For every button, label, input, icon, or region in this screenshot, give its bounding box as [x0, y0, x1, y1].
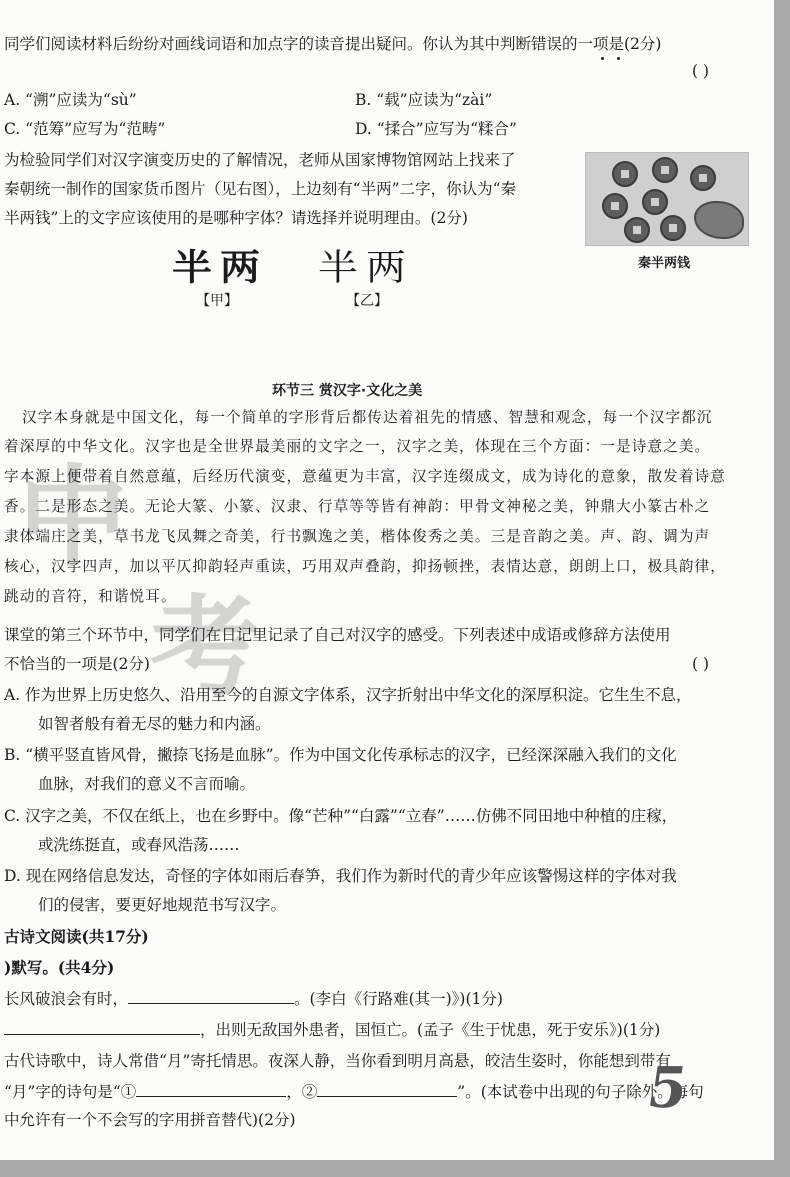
option-a-line-1: A. 作为世界上历史悠久、沿用至今的自源文字体系，汉字折射出中华文化的深厚积淀。它生生不息，	[4, 686, 692, 704]
option-c-line-1: C. 汉字之美，不仅在纸上，也在乡野中。像“芒种”“白露”“立春”……仿佛不同田地中种植的庄稼，	[4, 807, 678, 825]
recite-4-mid: ，②	[286, 1083, 318, 1101]
poetry-heading: 古诗文阅读(共17分)	[4, 927, 149, 946]
watermark-char-1: 中	[18, 454, 128, 582]
option-d-line-2: 们的侵害，要更好地规范书写汉字。	[38, 896, 287, 914]
option-a: A. “溯”应读为“sù”	[4, 91, 137, 109]
option-a-line-2: 如智者般有着无尽的魅力和内涵。	[38, 715, 271, 733]
option-b-line-2: 血脉，对我们的意义不言而喻。	[38, 775, 256, 793]
option-b-line-1: B. “横平竖直皆风骨，撇捺飞扬是血脉”。作为中国文化传承标志的汉字，已经深深融入我们的文化	[4, 746, 677, 764]
answer-paren: ( )	[692, 62, 710, 80]
passage-line-6: 核心，汉字四声，加以平仄抑韵轻声重读，巧用双声叠韵，抑扬顿挫，表情达意，朗朗上口，极具韵律，	[4, 558, 726, 575]
seal-script-b: 半两	[318, 246, 414, 289]
recite-1-post: 。(李白《行路难(其一)》)(1分)	[294, 990, 503, 1008]
watermark-char-2: 考	[150, 584, 260, 712]
label-b: 【乙】	[346, 293, 388, 309]
page-number: 5	[643, 1055, 692, 1121]
section-title: 环节三 赏汉字·文化之美	[272, 383, 423, 399]
coin-question-line-1: 为检验同学们对汉字演变历史的了解情况，老师从国家博物馆网站上找来了	[4, 151, 516, 169]
label-a: 【甲】	[196, 293, 238, 309]
question-stem: 同学们阅读材料后纷纷对画线词语和加点字的读音提出疑问。你认为其中判断错误的一项是(2分)	[4, 35, 662, 53]
seal-script-a: 半两	[172, 246, 268, 289]
passage-line-7: 跳动的音符，和谐悦耳。	[4, 588, 177, 605]
coin-photo	[585, 152, 749, 246]
recite-line-4	[4, 1081, 704, 1103]
answer-blank-3[interactable]	[136, 1082, 286, 1097]
page-shadow-right	[774, 0, 790, 1177]
option-b: B. “载”应读为“zài”	[355, 91, 493, 109]
coin-question-line-3: 半两钱”上的文字应该使用的是哪种字体？请选择并说明理由。(2分)	[4, 209, 468, 227]
recite-line-1	[4, 988, 503, 1010]
recite-line-5: 中允许有一个不会写的字用拼音替代)(2分)	[4, 1111, 296, 1129]
recite-1-pre: 长风破浪会有时，	[4, 990, 129, 1008]
recite-2-post: ，出则无敌国外患者，国恒亡。(孟子《生于忧患，死于安乐》)(1分)	[200, 1021, 661, 1039]
coin-question-line-2: 秦朝统一制作的国家货币图片（见右图），上边刻有“半两”二字，你认为“秦	[4, 180, 517, 198]
option-d: D. “揉合”应写为“糅合”	[355, 120, 517, 138]
emphasis-dot	[601, 57, 604, 60]
passage-line-4: 香。二是形态之美。无论大篆、小篆、汉隶、行草等等皆有神韵：甲骨文神秘之美，钟鼎大小篆古朴之	[4, 498, 711, 515]
poetry-subheading: )默写。(共4分)	[4, 958, 115, 977]
recite-4-post: ”。(本试卷中出现的句子除外。每句	[457, 1083, 704, 1101]
option-c-line-2: 或洗练挺直，或春风浩荡……	[38, 836, 240, 854]
answer-blank-1[interactable]	[128, 989, 294, 1004]
answer-blank-4[interactable]	[317, 1082, 457, 1097]
coin-caption: 秦半两钱	[638, 256, 691, 271]
option-d-line-1: D. 现在网络信息发达，奇怪的字体如雨后春笋，我们作为新时代的青少年应该警惕这样的字体对我	[4, 867, 677, 885]
recite-line-3: 古代诗歌中，诗人常借“月”寄托情思。夜深人静，当你看到明月高悬，皎洁生姿时，你能想到带有	[4, 1052, 671, 1070]
recite-line-2	[4, 1019, 660, 1041]
option-c: C. “范筹”应写为“范畴”	[4, 120, 166, 138]
recite-4-pre: “月”字的诗句是“①	[4, 1083, 137, 1101]
passage-line-3: 字本源上便带着自然意蕴，后经历代演变，意蕴更为丰富，汉字连缀成文，成为诗化的意象，散发着诗意	[4, 468, 726, 485]
emphasis-dot	[617, 57, 620, 60]
answer-blank-2[interactable]	[4, 1020, 200, 1035]
diary-question-line-2: 不恰当的一项是(2分)	[4, 655, 150, 673]
passage-line-5: 隶体端庄之美，草书龙飞凤舞之奇美，行书飘逸之美，楷体俊秀之美。三是音韵之美。声、韵、调为声	[4, 528, 711, 545]
answer-paren-2: ( )	[692, 655, 710, 673]
diary-question-line-1: 课堂的第三个环节中，同学们在日记里记录了自己对汉字的感受。下列表述中成语或修辞方法使用	[4, 626, 671, 644]
page-shadow-bottom	[0, 1160, 790, 1177]
passage-line-1: 汉字本身就是中国文化，每一个简单的字形背后都传达着祖先的情感、智慧和观念，每一个汉字都沉	[22, 409, 713, 426]
passage-line-2: 着深厚的中华文化。汉字也是全世界最美丽的文字之一，汉字之美，体现在三个方面：一是诗意之美。	[4, 438, 711, 455]
